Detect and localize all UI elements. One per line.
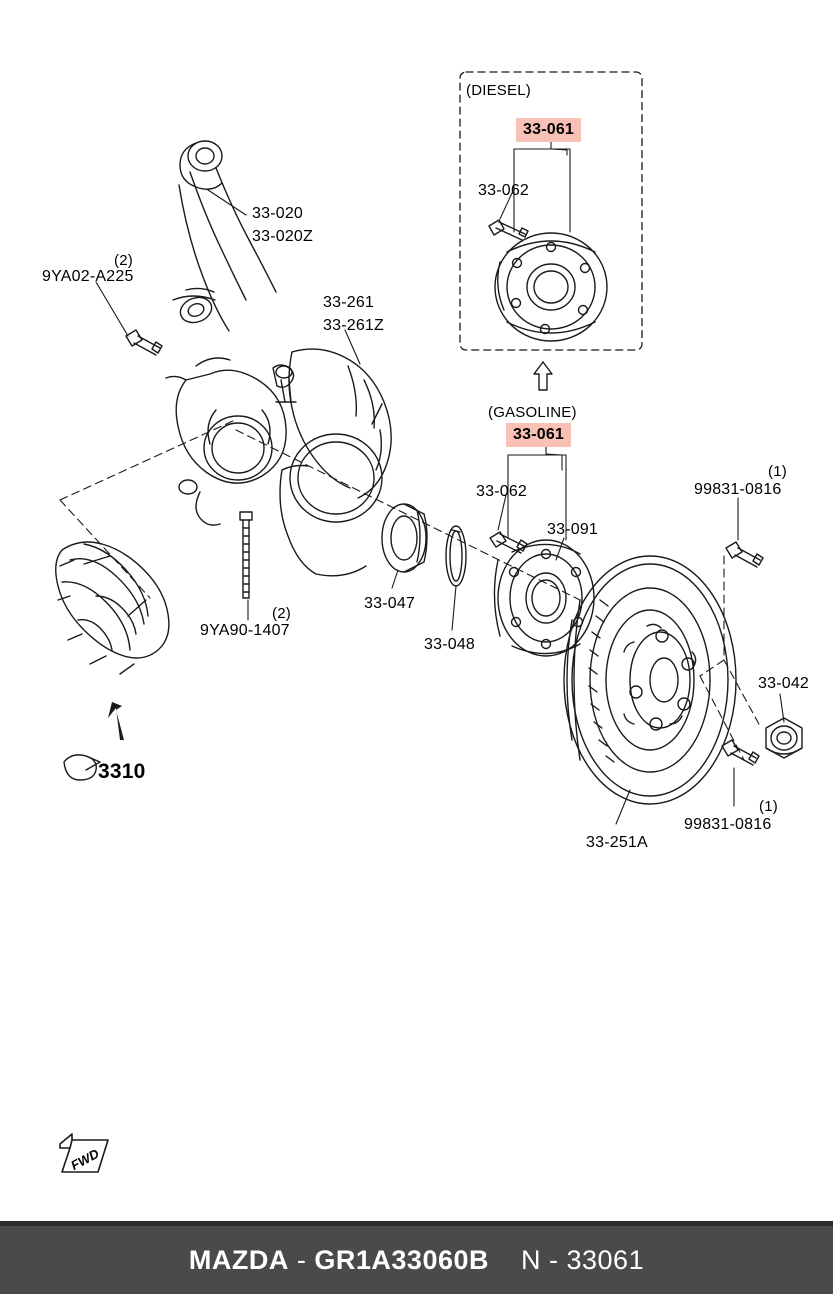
callout-99831-0816-bottom: 99831-0816 [684,816,772,833]
footer-separator [289,1245,297,1275]
callout-9YA90-1407-qty: (2) [272,605,291,622]
leader-33-061-gas [546,446,562,470]
callout-99831-0816-top-qty: (1) [768,463,787,480]
callout-33-047: 33-047 [364,595,416,612]
diesel-bolt [489,220,528,240]
gasoline-group-label: (GASOLINE) [488,404,577,421]
bolt-9YA02-A225 [126,330,162,355]
footer-caption [189,1245,644,1276]
callout-99831-0816-top: 99831-0816 [694,481,782,498]
group-link-arrow [534,362,552,390]
wheel-bearing [382,504,427,572]
axle-nut [766,718,802,758]
callout-33-251A: 33-251A [586,834,648,851]
callout-33-091: 33-091 [547,521,599,538]
footer-section: N - 33061 [521,1244,645,1275]
snap-ring [446,526,466,586]
steering-knuckle [166,358,296,525]
callout-33-020: 33-020 [252,205,304,222]
callout-9YA90-1407: 9YA90-1407 [200,622,290,639]
callout-3310: 3310 [98,760,146,783]
dust-shield [280,349,391,576]
brake-caliper [56,542,169,674]
footer-brand: MAZDA [188,1244,289,1275]
fwd-label: FWD [68,1145,102,1174]
callout-99831-0816-bottom-qty: (1) [759,798,778,815]
callout-33-020Z: 33-020Z [252,228,313,245]
dash-knuckle-1 [60,420,235,500]
diesel-group-box [460,72,642,350]
marker-3310 [64,755,100,780]
callout-33-042: 33-042 [758,675,810,692]
callout-33-061-gasoline: 33-061 [506,423,571,447]
diesel-hub [495,233,607,341]
footer-bar [0,1226,833,1294]
leader-9YA02 [96,282,128,336]
callout-33-062-diesel: 33-062 [478,182,530,199]
callout-33-061-diesel: 33-061 [516,118,581,142]
callout-9YA02-A225-qty: (2) [114,252,133,269]
caliper-arrow [108,702,124,740]
gasoline-hub [494,540,594,656]
callout-33-048: 33-048 [424,636,476,653]
callout-9YA02-A225: 9YA02-A225 [42,268,134,285]
leader-33-042 [780,694,784,722]
screw-top [726,542,763,567]
callout-33-062-gasoline: 33-062 [476,483,528,500]
leader-33-048 [452,586,456,630]
callout-33-261Z: 33-261Z [323,317,384,334]
bolt-9YA90-1407 [240,512,252,598]
dash-disc-2 [724,660,760,726]
footer-part-number: GR1A33060B [314,1244,489,1275]
dash-disc-1 [700,556,724,676]
footer-dash: - [296,1244,307,1275]
diesel-group-label: (DIESEL) [466,82,531,99]
callout-33-261: 33-261 [323,294,375,311]
leader-33-047 [392,570,398,588]
brake-disc [564,556,736,804]
screw-bottom [722,740,759,765]
leader-33-061-diesel [551,141,567,155]
